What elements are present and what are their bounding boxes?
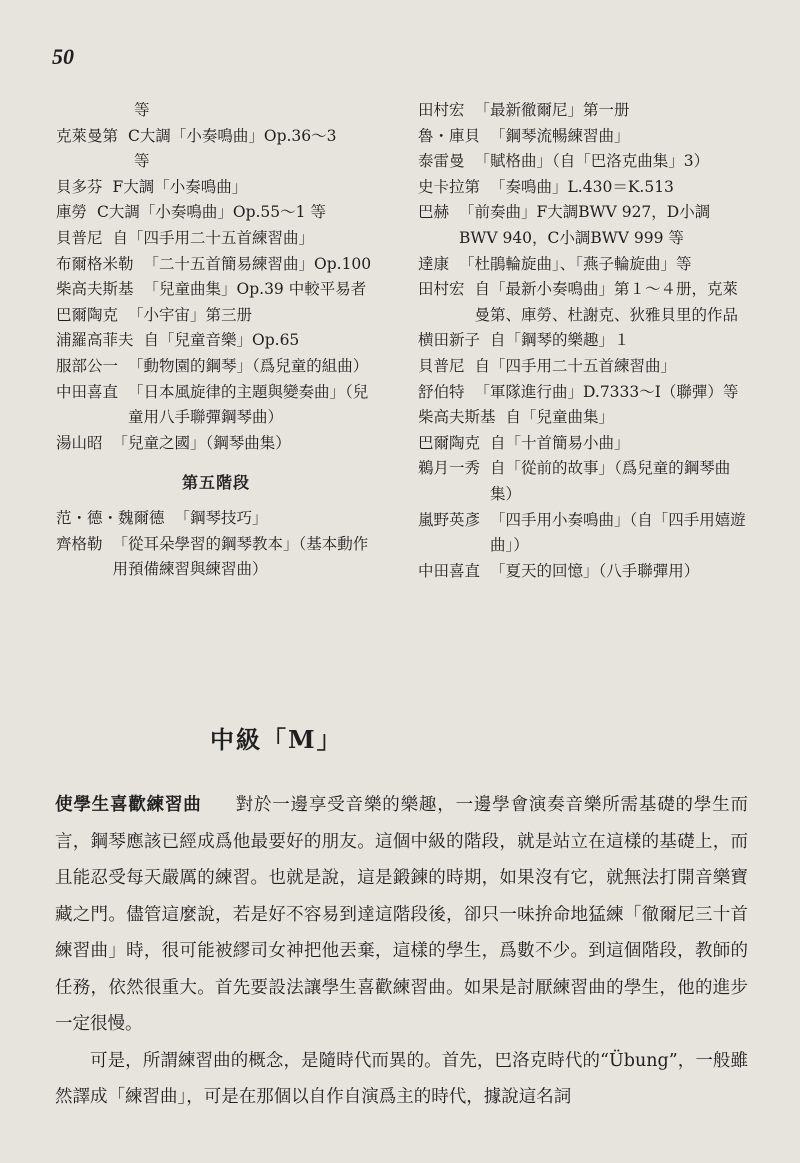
- work-title: 自「最新小奏鳴曲」第１～４册，克萊曼第、庫勞、杜謝克、狄雅貝里的作品: [474, 280, 739, 324]
- list-item: [418, 149, 748, 175]
- body-text: [55, 787, 748, 1116]
- composer-name: 浦羅高菲夫: [56, 331, 134, 350]
- composer-name: 布爾格米勒: [56, 254, 134, 273]
- composer-name: 范・德・魏爾德: [56, 508, 165, 527]
- work-title: 「從耳朵學習的鋼琴教本」（基本動作用預備練習與練習曲）: [112, 534, 369, 579]
- composer-name: 服部公一: [56, 356, 119, 375]
- list-item: [418, 124, 748, 150]
- work-title: 「軍隊進行曲」D.7333～I（聯彈）等: [474, 382, 739, 401]
- list-item: [56, 354, 376, 380]
- list-item: [418, 277, 748, 328]
- paragraph: [55, 787, 748, 1043]
- work-title: C大調「小奏鳴曲」Op.36～3: [128, 126, 337, 145]
- composer-name: 中田喜直: [418, 561, 481, 580]
- composer-name: 湯山昭: [56, 433, 103, 452]
- list-item: [56, 124, 376, 150]
- composer-name: 横田新子: [418, 331, 481, 350]
- composer-name: 史卡拉第: [418, 177, 481, 196]
- list-item: [418, 559, 748, 585]
- stage-heading: 第五階段: [181, 473, 250, 493]
- work-title: 「兒童之國」（鋼琴曲集）: [112, 433, 291, 452]
- page-number: 50: [52, 44, 74, 69]
- composer-name: 魯・庫貝: [418, 126, 481, 145]
- work-title: 「兒童曲集」Op.39 中較平易者: [143, 280, 367, 299]
- work-title: F大調「小奏鳴曲」: [112, 177, 248, 196]
- work-title: 自「兒童曲集」: [505, 408, 615, 427]
- list-item: [56, 303, 376, 329]
- list-item: [56, 431, 376, 457]
- work-title: 「賦格曲」（自「巴洛克曲集」3）: [474, 152, 710, 171]
- composer-name: 庫勞: [56, 203, 88, 222]
- list-item: [418, 431, 748, 457]
- composer-name: 巴爾陶克: [56, 305, 119, 324]
- composer-name: 田村宏: [418, 280, 465, 299]
- work-title: 自「兒童音樂」Op.65: [143, 331, 300, 350]
- composer-name: 柴高夫斯基: [56, 280, 134, 299]
- work-title: 「二十五首簡易練習曲」Op.100: [143, 254, 372, 273]
- list-item: [418, 354, 748, 380]
- work-title: 「最新徹爾尼」第一册: [474, 101, 630, 119]
- composer-name: 貝普尼: [56, 228, 103, 247]
- list-item: [56, 380, 376, 431]
- composer-name: 柴高夫斯基: [418, 408, 496, 427]
- composer-name: 泰雷曼: [418, 152, 465, 171]
- work-title: 「奏鳴曲」L.430＝K.513: [490, 177, 674, 196]
- work-title: 「夏天的回憶」（八手聯彈用）: [490, 561, 700, 580]
- list-item: [56, 200, 376, 226]
- list-item: [418, 252, 748, 278]
- composer-name: 達康: [418, 254, 450, 273]
- list-item: [56, 328, 376, 354]
- work-title: 「小宇宙」第三册: [128, 305, 253, 324]
- work-title: 「四手用小奏鳴曲」（自「四手用嬉遊曲」）: [490, 510, 746, 555]
- paragraph-lead: 使學生喜歡練習曲: [55, 795, 202, 815]
- list-item: [56, 532, 376, 583]
- list-item: [56, 175, 376, 201]
- paragraph-text: 對於一邊享受音樂的樂趣，一邊學會演奏音樂所需基礎的學生而言，鋼琴應該已經成爲他最要好的朋友。這個中級的階段，就是站立在這樣的基礎上，而且能忍受每天嚴厲的練習。也就是說，這是鍛鍊的時期，如果沒有它，就無法打開音樂寶藏之門。儘管這麼說，若是好不容易到達這階段後，卻只一味拚命地猛練「徹爾尼三十首練習曲」時，很可能被繆司女神把他丟棄，這樣的學生，爲數不少。到這個階段，教師的任務，依然很重大。首先要設法讓學生喜歡練習曲。如果是討厭練習曲的學生，他的進步一定很慢。: [55, 795, 749, 1034]
- composer-name: 貝普尼: [418, 356, 465, 375]
- list-item: [56, 277, 376, 303]
- work-title: 自「四手用二十五首練習曲」: [474, 356, 677, 375]
- composer-name: 嵐野英彥: [418, 510, 481, 529]
- entry-continuation: 等: [134, 101, 150, 119]
- composer-name: 鵜月一秀: [418, 459, 481, 478]
- composer-name: 克萊曼第: [56, 126, 119, 145]
- composer-name: 中田喜直: [56, 382, 119, 401]
- work-title: 「鋼琴技巧」: [174, 508, 268, 527]
- list-item: [418, 200, 748, 251]
- work-title: 自「四手用二十五首練習曲」: [112, 228, 315, 247]
- work-title: C大調「小奏鳴曲」Op.55～1 等: [97, 203, 326, 222]
- right-column: [418, 98, 748, 584]
- section-heading: 中級「M」: [210, 725, 343, 754]
- list-item: [418, 175, 748, 201]
- list-item: [418, 328, 748, 354]
- work-title: 「前奏曲」F大調BWV 927，D小調BWV 940，C小調BWV 999 等: [459, 203, 711, 247]
- composer-name: 貝多芬: [56, 177, 103, 196]
- list-item: [418, 405, 748, 431]
- left-column: [56, 98, 376, 583]
- composer-name: 田村宏: [418, 101, 465, 119]
- composer-name: 巴爾陶克: [418, 433, 481, 452]
- list-item: [56, 506, 376, 532]
- composer-name: 巴赫: [418, 203, 450, 222]
- work-title: 自「鋼琴的樂趣」１: [490, 331, 630, 350]
- paragraph: 可是，所謂練習曲的概念，是隨時代而異的。首先，巴洛克時代的“Übung”，一般雖然譯成「練習曲」，可是在那個以自作自演爲主的時代，據說這名詞: [55, 1050, 748, 1107]
- list-item: [418, 456, 748, 507]
- entry-continuation: 等: [134, 152, 150, 171]
- work-title: 自「從前的故事」（爲兒童的鋼琴曲集）: [490, 459, 731, 503]
- list-item: [418, 98, 748, 124]
- list-item: [56, 252, 376, 278]
- work-title: 「動物園的鋼琴」（爲兒童的組曲）: [128, 356, 369, 375]
- work-title: 自「十首簡易小曲」: [490, 433, 630, 452]
- work-title: 「鋼琴流暢練習曲」: [490, 126, 630, 145]
- list-item: [56, 226, 376, 252]
- list-item: [418, 508, 748, 559]
- list-item: [418, 380, 748, 406]
- composer-name: 齊格勒: [56, 534, 103, 553]
- composer-name: 舒伯特: [418, 382, 465, 401]
- work-title: 「日本風旋律的主題與變奏曲」（兒童用八手聯彈鋼琴曲）: [128, 382, 369, 427]
- work-title: 「杜鵑輪旋曲」、「燕子輪旋曲」等: [459, 254, 692, 273]
